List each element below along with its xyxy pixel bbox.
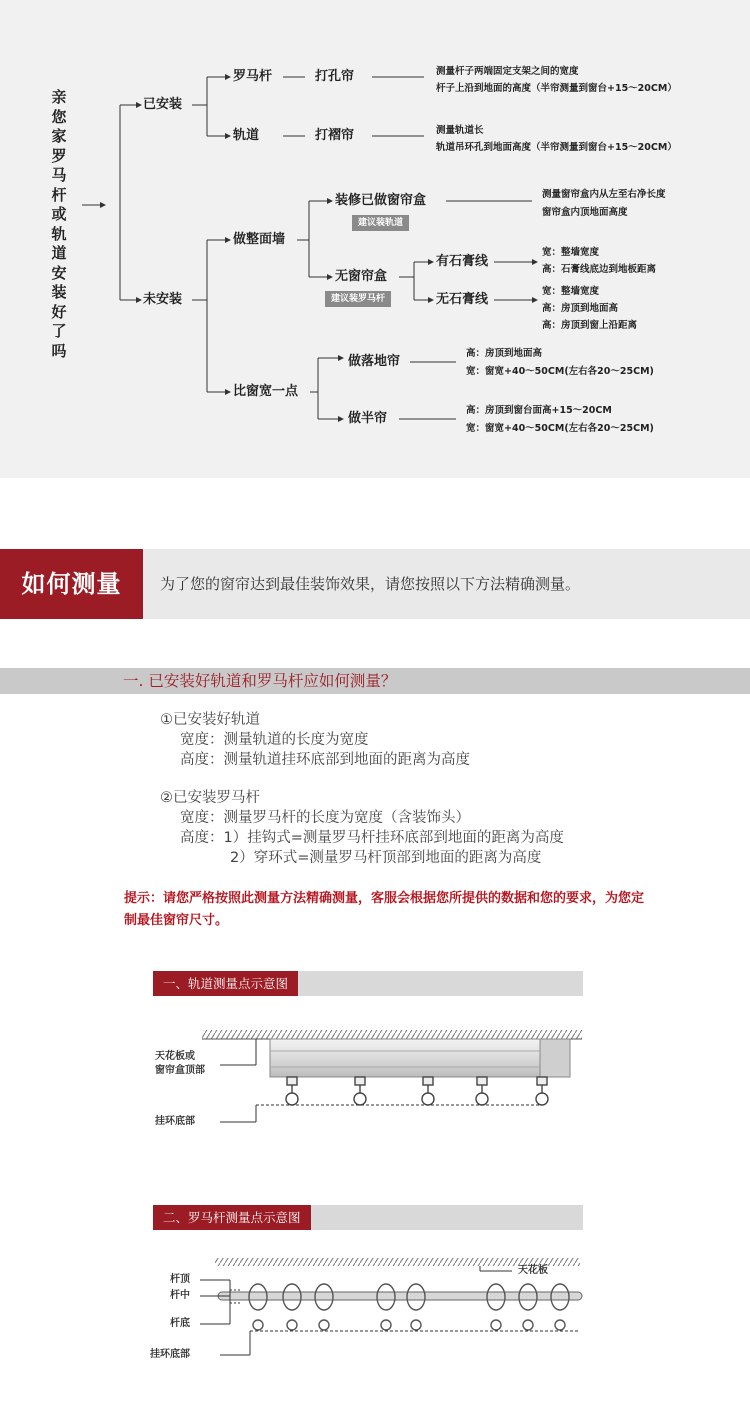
note-track-length: 测量轨道长 bbox=[436, 125, 484, 136]
note-track-height: 轨道吊环孔到地面高度（半帘测量到窗台+15～20CM） bbox=[436, 142, 677, 153]
note-nogypsum-width: 宽：整墙宽度 bbox=[542, 286, 600, 297]
label-ring-bottom-1: 挂环底部 bbox=[155, 1116, 195, 1127]
note-nogypsum-height: 高：房顶到地面高 bbox=[542, 303, 619, 314]
rod-height-ring: 2）穿环式=测量罗马杆顶部到地面的距离为高度 bbox=[230, 850, 542, 866]
diagram1-title: 一、轨道测量点示意图 bbox=[153, 971, 298, 996]
track-end-cap bbox=[540, 1039, 570, 1077]
node-full-wall: 做整面墙 bbox=[233, 232, 286, 247]
label-ceiling-or-box: 天花板或 bbox=[155, 1051, 195, 1062]
node-box-no: 无窗帘盒 bbox=[335, 269, 388, 284]
section1-title: 一. 已安装好轨道和罗马杆应如何测量？ bbox=[123, 672, 397, 690]
label-ceiling-rod: 天花板 bbox=[518, 1265, 548, 1276]
track-height: 高度：测量轨道挂环底部到地面的距离为高度 bbox=[180, 752, 470, 768]
section1-header bbox=[0, 668, 750, 694]
tree-question: 亲您家罗马杆或轨道安装好了吗 bbox=[51, 88, 67, 360]
label-ring-bottom-2: 挂环底部 bbox=[150, 1349, 190, 1360]
track-diagram bbox=[140, 1025, 590, 1150]
node-wider: 比窗宽一点 bbox=[233, 384, 299, 399]
banner-title: 如何测量 bbox=[0, 549, 143, 619]
tag-suggest-rod: 建议装罗马杆 bbox=[325, 291, 391, 307]
node-grommet-curtain: 打孔帘 bbox=[315, 69, 355, 84]
note-half-height: 高：房顶到窗台面高+15～20CM bbox=[466, 405, 612, 416]
roman-rod bbox=[218, 1292, 582, 1300]
how-to-measure-banner bbox=[0, 549, 750, 619]
measurement-decision-tree bbox=[0, 0, 750, 478]
track-hooks bbox=[286, 1077, 548, 1105]
tag-suggest-track: 建议装轨道 bbox=[352, 215, 409, 231]
diagram2-header bbox=[153, 1205, 583, 1230]
note-box-height: 窗帘盒内顶地面高度 bbox=[542, 207, 628, 218]
banner-text: 为了您的窗帘达到最佳装饰效果，请您按照以下方法精确测量。 bbox=[160, 575, 581, 593]
note-floor-height: 高：房顶到地面高 bbox=[466, 348, 543, 359]
label-rod-bottom: 杆底 bbox=[170, 1318, 190, 1329]
diagram1-header bbox=[153, 971, 583, 996]
rod-height-hook: 高度：1）挂钩式=测量罗马杆挂环底部到地面的距离为高度 bbox=[180, 830, 564, 846]
note-floor-width: 宽：窗宽+40～50CM(左右各20～25CM) bbox=[466, 366, 654, 377]
note-nogypsum-window: 高：房顶到窗上沿距离 bbox=[542, 320, 638, 331]
node-track: 轨道 bbox=[233, 128, 260, 143]
label-box-top: 窗帘盒顶部 bbox=[155, 1065, 205, 1076]
note-gypsum-width: 宽：整墙宽度 bbox=[542, 247, 600, 258]
node-installed: 已安装 bbox=[143, 97, 183, 112]
track-rail bbox=[270, 1039, 570, 1077]
node-half-curtain: 做半帘 bbox=[348, 411, 388, 426]
ceiling-hatch bbox=[202, 1030, 582, 1039]
rod-heading: ②已安装罗马杆 bbox=[160, 790, 260, 806]
tree-connector-lines bbox=[0, 0, 750, 478]
node-pleat-curtain: 打褶帘 bbox=[315, 128, 355, 143]
node-gypsum-yes: 有石膏线 bbox=[436, 254, 489, 269]
diagram2-title: 二、罗马杆测量点示意图 bbox=[153, 1205, 311, 1230]
node-not-installed: 未安装 bbox=[143, 292, 183, 307]
rod-width: 宽度：测量罗马杆的长度为宽度（含装饰头） bbox=[180, 810, 470, 826]
measure-tip: 提示：请您严格按照此测量方法精确测量，客服会根据您所提供的数据和您的要求，为您定制最佳窗帘尺寸。 bbox=[124, 891, 645, 928]
track-heading: ①已安装好轨道 bbox=[160, 712, 260, 728]
rod-rings bbox=[249, 1284, 569, 1330]
note-half-width: 宽：窗宽+40～50CM(左右各20～25CM) bbox=[466, 423, 654, 434]
note-box-width: 测量窗帘盒内从左至右净长度 bbox=[542, 189, 666, 200]
node-roman-rod: 罗马杆 bbox=[233, 69, 273, 84]
note-rod-height: 杆子上沿到地面的高度（半帘测量到窗台+15～20CM） bbox=[436, 83, 677, 94]
note-rod-width: 测量杆子两端固定支架之间的宽度 bbox=[436, 66, 579, 77]
node-box-yes: 装修已做窗帘盒 bbox=[335, 193, 427, 208]
track-width: 宽度：测量轨道的长度为宽度 bbox=[180, 732, 369, 748]
label-rod-mid: 杆中 bbox=[170, 1290, 190, 1301]
node-floor-curtain: 做落地帘 bbox=[348, 354, 401, 369]
node-gypsum-no: 无石膏线 bbox=[436, 292, 489, 307]
label-rod-top: 杆顶 bbox=[170, 1274, 190, 1285]
note-gypsum-height: 高：石膏线底边到地板距离 bbox=[542, 264, 657, 275]
